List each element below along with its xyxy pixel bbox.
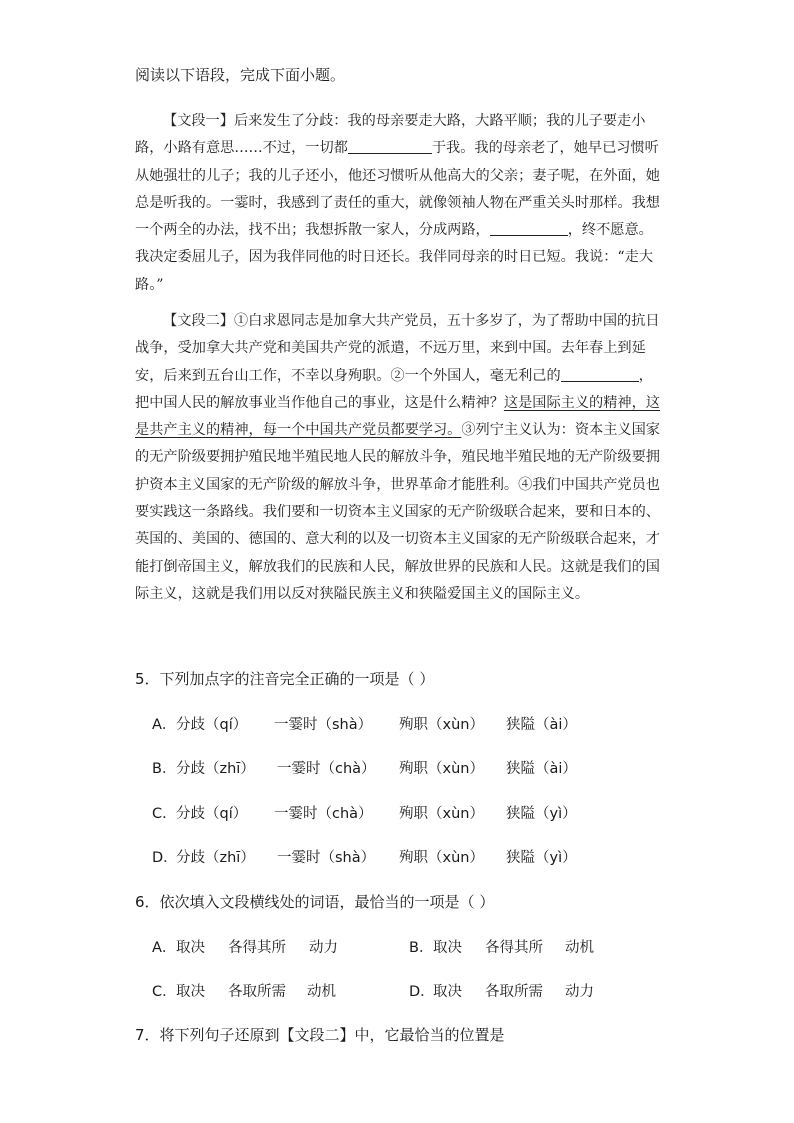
passage-one-text-3: ，终不愿意。我决定委屈儿子，因为我伴同他的时日还长。我伴同母亲的时日已短。我说：“走大路。” bbox=[135, 222, 654, 293]
option-item-3: 殉职（xùn） bbox=[399, 806, 484, 822]
fill-blank-1 bbox=[348, 138, 432, 154]
option-item-1: 分歧（qí） bbox=[176, 717, 248, 733]
option-letter: C． bbox=[152, 806, 177, 822]
question-6-stem: 6．依次填入文段横线处的词语，最恰当的一项是（ ） bbox=[135, 893, 495, 911]
option-letter: C． bbox=[152, 984, 177, 1000]
option-item-4: 狭隘（ài） bbox=[506, 761, 577, 777]
option-item-1: 分歧（zhī） bbox=[176, 761, 255, 777]
passage-two-text-a: 【文段二】①白求恩同志是加拿大共产党员，五十多岁了，为了帮助中国的抗日战争，受加拿大共产党和美国共产党的派遣，不远万里，来到中国。去年春上到延安，后来到五台山工作，不幸以身殉职。②一个外国人，毫无利己的 bbox=[135, 313, 660, 384]
option-word-3: 动力 bbox=[309, 940, 338, 956]
option-item-4: 狭隘（yì） bbox=[506, 850, 577, 866]
passage-one bbox=[135, 108, 667, 299]
option-word-3: 动力 bbox=[565, 984, 594, 1000]
option-word-3: 动机 bbox=[307, 984, 336, 1000]
option-item-2: 一霎时（shà） bbox=[274, 717, 373, 733]
option-item-2: 一霎时（shà） bbox=[277, 850, 376, 866]
option-item-3: 殉职（xùn） bbox=[399, 717, 484, 733]
option-word-2: 各得其所 bbox=[485, 940, 543, 956]
reading-instruction: 阅读以下语段，完成下面小题。 bbox=[135, 66, 346, 84]
option-letter: D． bbox=[409, 984, 435, 1000]
option-item-4: 狭隘（ài） bbox=[506, 717, 577, 733]
passage-two bbox=[135, 308, 667, 608]
option-letter: A． bbox=[152, 940, 177, 956]
passage-two-text-b: ，把中国人民的解放事业当作他自己的事业，这是什么精神？ bbox=[135, 367, 653, 411]
option-letter: B． bbox=[409, 940, 434, 956]
option-word-1: 取决 bbox=[176, 984, 205, 1000]
passage-two-text-c: ③列宁主义认为：资本主义国家的无产阶级要拥护殖民地半殖民地人民的解放斗争，殖民地半殖民地的无产阶级要拥护资本主义国家的无产阶级的解放斗争，世界革命才能胜利。④我们中国共产党员也要实践这一条路线。我们要和一切资本主义国家的无产阶级联合起来，要和日本的、英国的、美国的、德国的、意大利的以及一切资本主义国家的无产阶级联合起来，才能打倒帝国主义，解放我们的民族和人民，解放世界的民族和人民。这就是我们的国际主义，这就是我们用以反对狭隘民族主义和狭隘爱国主义的国际主义。 bbox=[135, 422, 660, 602]
fill-blank-3 bbox=[561, 366, 639, 382]
question-5-stem: 5．下列加点字的注音完全正确的一项是（ ） bbox=[135, 670, 435, 688]
option-word-1: 取决 bbox=[433, 984, 462, 1000]
option-item-2: 一霎时（chà） bbox=[274, 806, 373, 822]
passage-two-underlined-sentence: 这是国际主义的精神，这是共产主义的精神，每一个中国共产党员都要学习。 bbox=[135, 394, 660, 439]
fill-blank-2 bbox=[490, 220, 568, 236]
passage-one-text-2: 于我。我的母亲老了，她早已习惯听从她强壮的儿子；我的儿子还小，他还习惯听从他高大的父亲；妻子呢，在外面，她总是听我的。一霎时，我感到了责任的重大，就像领袖人物在严重关头时那样。我想一个两全的办法，找不出；我想拆散一家人，分成两路， bbox=[135, 140, 660, 239]
option-item-3: 殉职（xùn） bbox=[399, 761, 484, 777]
option-word-2: 各取所需 bbox=[485, 984, 543, 1000]
option-letter: B． bbox=[152, 761, 177, 777]
option-word-1: 取决 bbox=[176, 940, 205, 956]
option-word-1: 取决 bbox=[433, 940, 462, 956]
passage-one-text-1: 【文段一】后来发生了分歧：我的母亲要走大路，大路平顺；我的儿子要走小路，小路有意思……不过，一切都 bbox=[135, 113, 646, 157]
option-item-1: 分歧（zhī） bbox=[176, 850, 255, 866]
option-item-1: 分歧（qí） bbox=[176, 806, 248, 822]
option-item-2: 一霎时（chà） bbox=[277, 761, 376, 777]
option-letter: D． bbox=[152, 850, 178, 866]
option-word-2: 各取所需 bbox=[228, 984, 286, 1000]
option-letter: A． bbox=[152, 717, 177, 733]
option-item-3: 殉职（xùn） bbox=[399, 850, 484, 866]
option-word-2: 各得其所 bbox=[228, 940, 286, 956]
question-7-stem: 7．将下列句子还原到【文段二】中，它最恰当的位置是 bbox=[135, 1026, 505, 1044]
option-word-3: 动机 bbox=[565, 940, 594, 956]
option-item-4: 狭隘（yì） bbox=[506, 806, 577, 822]
